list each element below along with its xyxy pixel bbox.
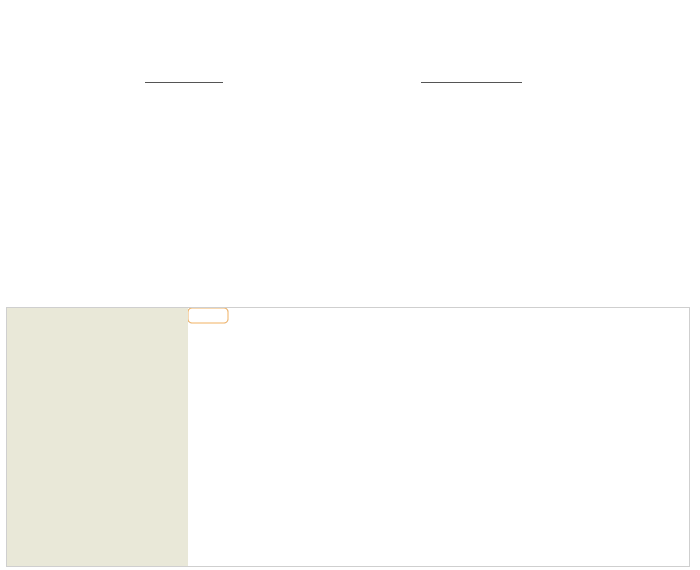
tail-dropdown[interactable] xyxy=(145,80,223,83)
tool-sidebar xyxy=(7,308,188,566)
direction-dropdown[interactable] xyxy=(421,80,522,83)
distributions-tool xyxy=(6,307,690,567)
normal-distribution-chart xyxy=(188,308,688,566)
question-row xyxy=(0,80,700,122)
right-area-box xyxy=(188,308,228,323)
